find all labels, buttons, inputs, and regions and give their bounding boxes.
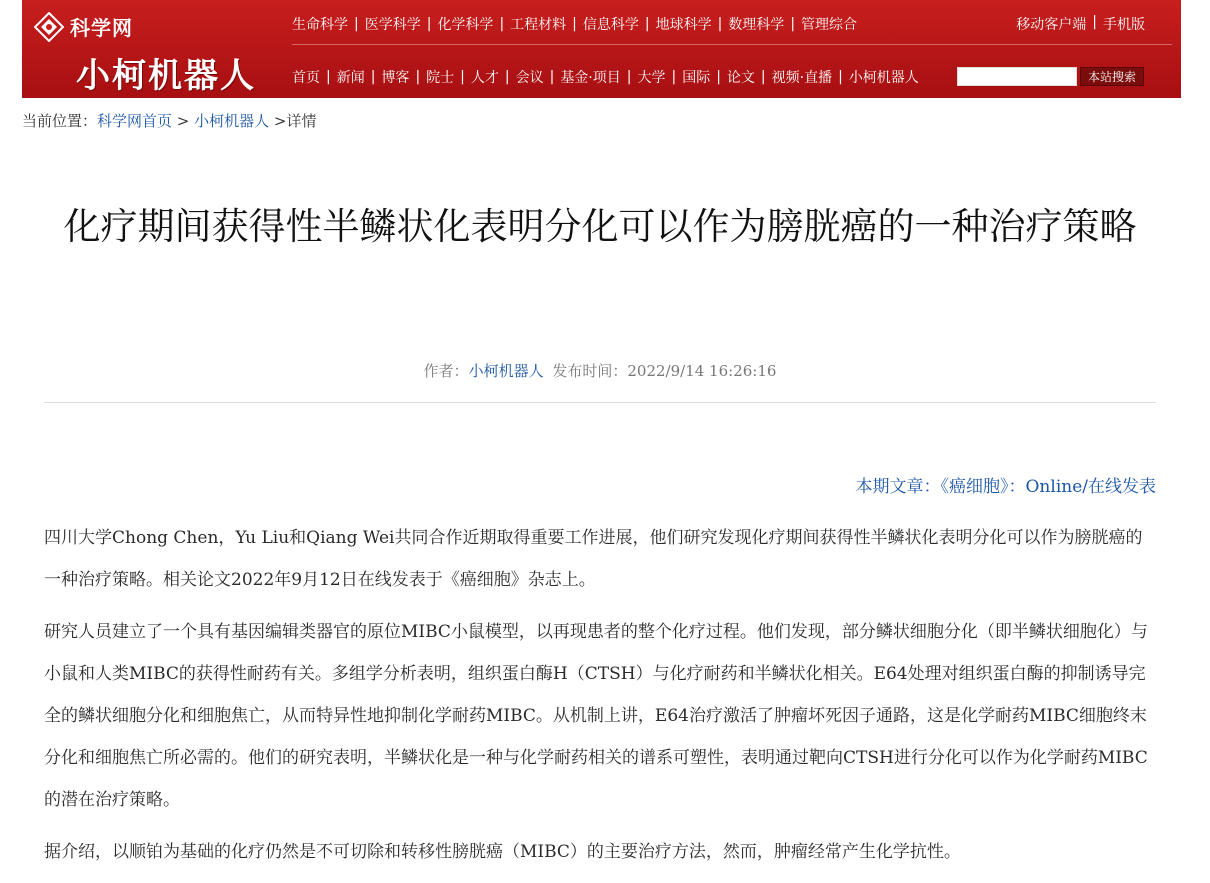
nav-separator: | [716, 69, 721, 85]
article-paragraph: 四川大学Chong Chen，Yu Liu和Qiang Wei共同合作近期取得重要工作进展，他们研究发现化疗期间获得性半鳞状化表明分化可以作为膀胱癌的一种治疗策略。相关论文2022年9月12日在线发表于《癌细胞》杂志上。 [44, 528, 1143, 590]
nav-separator: | [504, 69, 510, 85]
nav-xiaoke-robot[interactable]: 小柯机器人 [848, 70, 919, 86]
nav-university[interactable]: 大学 [637, 70, 666, 86]
nav-home[interactable]: 首页 [292, 70, 320, 86]
nav-separator: | [717, 16, 723, 32]
issue-info [856, 472, 1157, 497]
logo-channel-title: 小柯机器人 [76, 56, 256, 96]
logo-site-name: 科学网 [70, 16, 133, 40]
nav-engineering-materials[interactable]: 工程材料 [510, 17, 567, 33]
nav-medical-science[interactable]: 医学科学 [364, 17, 421, 33]
nav-papers[interactable]: 论文 [726, 70, 755, 86]
article-paragraph: 据介绍，以顺铂为基础的化疗仍然是不可切除和转移性膀胱癌（MIBC）的主要治疗方法，然而，肿瘤经常产生化学抗性。 [44, 842, 961, 862]
nav-blog[interactable]: 博客 [381, 70, 410, 86]
nav-information-science[interactable]: 信息科学 [582, 17, 639, 33]
nav-separator: | [549, 69, 555, 85]
publish-time-label: 发布时间： [552, 362, 628, 380]
nav-separator: | [572, 16, 577, 32]
mobile-client-link[interactable]: 移动客户端 [1016, 17, 1087, 33]
nav-separator: | [1092, 14, 1097, 30]
site-search-input[interactable] [957, 67, 1077, 86]
breadcrumb-separator: > [269, 112, 287, 130]
header-right-links [1016, 14, 1145, 34]
nav-news[interactable]: 新闻 [336, 70, 365, 86]
nav-separator: | [790, 16, 796, 32]
nav-management[interactable]: 管理综合 [801, 17, 858, 33]
breadcrumb-current: 详情 [286, 112, 317, 130]
article-body [44, 517, 1156, 883]
nav-video-live[interactable]: 视频·直播 [771, 70, 833, 86]
issue-status-link[interactable]: Online/在线发表 [1025, 477, 1156, 497]
author-link[interactable]: 小柯机器人 [468, 362, 544, 380]
publish-time: 2022/9/14 16:26:16 [627, 362, 777, 380]
nav-separator: | [415, 69, 421, 85]
article-paragraph: 研究人员建立了一个具有基因编辑类器官的原位MIBC小鼠模型，以再现患者的整个化疗过程。他们发现，部分鳞状细胞分化（即半鳞状细胞化）与小鼠和人类MIBC的获得性耐药有关。多组学分析表明，组织蛋白酶H（CTSH）与化疗耐药和半鳞状化相关。E64处理对组织蛋白酶的抑制诱导完全的鳞状细胞分化和细胞焦亡，从而特异性地抑制化学耐药MIBC。从机制上讲，E64治疗激活了肿瘤坏死因子通路，这是化学耐药MIBC细胞终末分化和细胞焦亡所必需的。他们的研究表明，半鳞状化是一种与化学耐药相关的谱系可塑性，表明通过靶向CTSH进行分化可以作为化学耐药MIBC的潜在治疗策略。 [44, 622, 1148, 810]
nav-separator: | [644, 16, 650, 32]
issue-journal-link[interactable]: 《癌细胞》 [940, 477, 1009, 497]
nav-academicians[interactable]: 院士 [426, 70, 455, 86]
nav-math-physics[interactable]: 数理科学 [728, 17, 785, 33]
issue-label: 本期文章： [855, 477, 941, 497]
breadcrumb-home-link[interactable]: 科学网首页 [97, 112, 173, 130]
author-label: 作者： [423, 362, 469, 380]
sciencenet-emblem-icon [34, 12, 64, 42]
header-divider [292, 44, 1172, 45]
nav-separator: | [760, 69, 766, 85]
nav-separator: | [426, 16, 432, 32]
site-search-button[interactable]: 本站搜索 [1080, 67, 1144, 86]
nav-separator: | [499, 16, 505, 32]
nav-separator: | [460, 69, 465, 85]
nav-conference[interactable]: 会议 [515, 70, 544, 86]
nav-separator: | [326, 69, 331, 85]
issue-separator: ： [1008, 477, 1026, 497]
nav-chemical-science[interactable]: 化学科学 [437, 17, 494, 33]
nav-talent[interactable]: 人才 [470, 70, 499, 86]
breadcrumb [22, 110, 317, 131]
article-meta [44, 360, 1156, 381]
breadcrumb-separator: > [172, 112, 195, 130]
article-title: 化疗期间获得性半鳞状化表明分化可以作为膀胱癌的一种治疗策略 [63, 205, 1137, 248]
nav-earth-science[interactable]: 地球科学 [655, 17, 712, 33]
site-header [22, 0, 1181, 98]
meta-divider [44, 402, 1156, 403]
top-category-nav [292, 14, 857, 34]
breadcrumb-prefix: 当前位置： [22, 112, 98, 130]
nav-international[interactable]: 国际 [682, 70, 711, 86]
nav-separator: | [671, 69, 677, 85]
nav-life-science[interactable]: 生命科学 [292, 17, 348, 33]
nav-separator: | [370, 69, 376, 85]
nav-separator: | [354, 16, 359, 32]
nav-funding[interactable]: 基金·项目 [560, 70, 621, 86]
mobile-version-link[interactable]: 手机版 [1103, 17, 1145, 33]
main-section-nav [292, 67, 919, 87]
site-logo[interactable] [30, 6, 300, 94]
nav-separator: | [838, 69, 843, 85]
breadcrumb-section-link[interactable]: 小柯机器人 [194, 112, 270, 130]
nav-separator: | [626, 69, 632, 85]
